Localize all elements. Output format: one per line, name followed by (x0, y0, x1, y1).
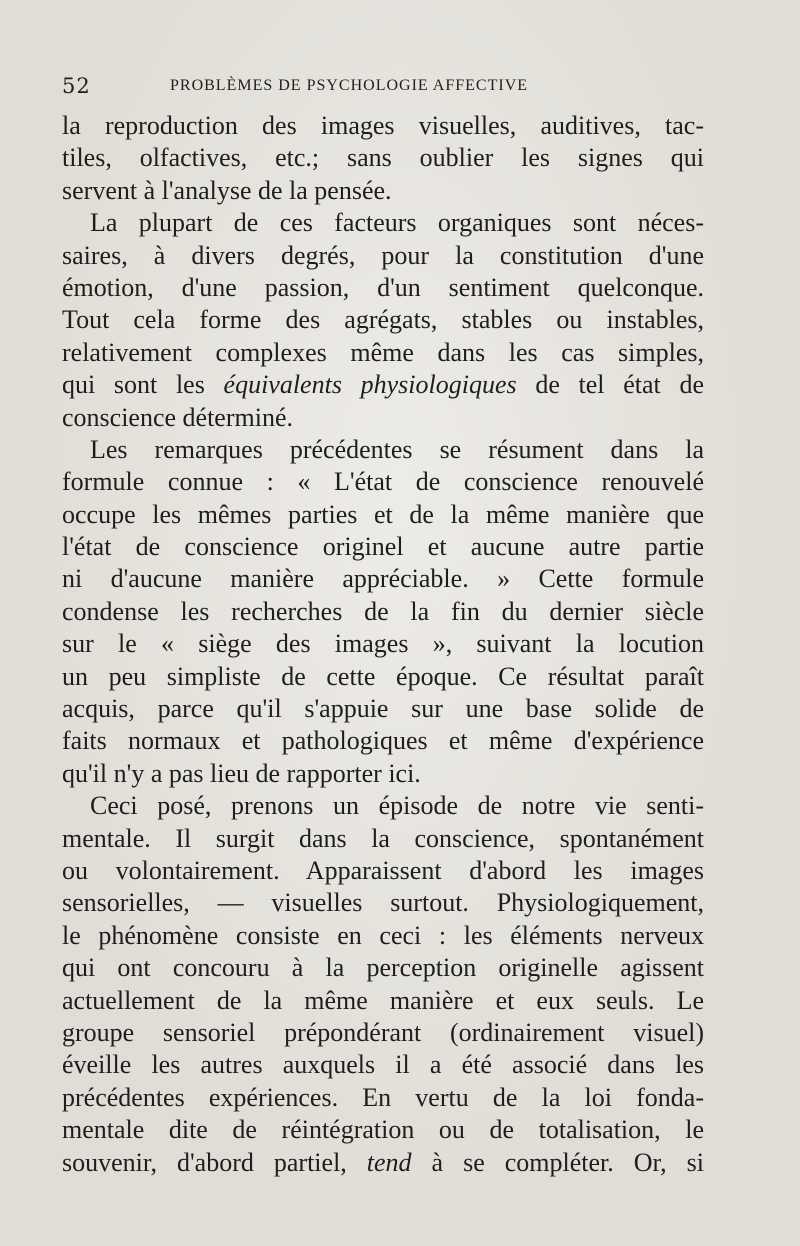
text-line: qu'il n'y a pas lieu de rapporter ici. (62, 758, 421, 788)
text-line: formule connue : « L'état de conscience renouvelé (62, 467, 704, 497)
text-line: ni d'aucune manière appréciable. » Cette formule (62, 564, 704, 594)
text-line: qui sont les équivalents physiologiques de tel état de (62, 370, 704, 400)
text-line: Tout cela forme des agrégats, stables ou instables, (62, 305, 704, 335)
body-text (62, 110, 704, 1179)
text-line: Les remarques précédentes se résument dans la (90, 434, 704, 464)
text-line: sur le « siège des images », suivant la locution (62, 629, 704, 659)
page-number: 52 (62, 74, 91, 98)
text-line: qui ont concouru à la perception originelle agissent (62, 953, 704, 983)
text-line: condense les recherches de la fin du dernier siècle (62, 596, 704, 626)
text-line: faits normaux et pathologiques et même d'expérience (62, 726, 704, 756)
italic-term: équivalents physiologiques (223, 370, 517, 400)
text-line: actuellement de la même manière et eux seuls. Le (62, 985, 704, 1015)
text-line: émotion, d'une passion, d'un sentiment quelconque. (62, 272, 704, 302)
text-line: ou volontairement. Apparaissent d'abord les images (62, 855, 704, 885)
text-line: saires, à divers degrés, pour la constitution d'une (62, 240, 704, 270)
text-line: mentale. Il surgit dans la conscience, spontanément (62, 823, 704, 853)
text-line: un peu simpliste de cette époque. Ce résultat paraît (62, 661, 704, 691)
text-line: mentale dite de réintégration ou de totalisation, le (62, 1115, 704, 1145)
text-line: sensorielles, — visuelles surtout. Physiologiquement, (62, 888, 704, 918)
text-line: éveille les autres auxquels il a été associé dans les (62, 1050, 704, 1080)
text-line: souvenir, d'abord partiel, tend à se compléter. Or, si (62, 1147, 705, 1177)
text-line: acquis, parce qu'il s'appuie sur une base solide de (62, 694, 704, 724)
text-line: relativement complexes même dans les cas simples, (62, 337, 704, 367)
italic-term: tend (366, 1147, 412, 1177)
text-line: occupe les mêmes parties et de la même manière que (62, 499, 704, 529)
text-line: la reproduction des images visuelles, auditives, tac- (62, 111, 704, 140)
text-line: groupe sensoriel prépondérant (ordinairement visuel) (62, 1017, 704, 1047)
text-line: servent à l'analyse de la pensée. (62, 175, 392, 205)
text-line: La plupart de ces facteurs organiques sont néces- (90, 208, 704, 238)
text-line: l'état de conscience originel et aucune autre partie (62, 532, 704, 562)
text-line: le phénomène consiste en ceci : les éléments nerveux (62, 920, 704, 950)
running-title: PROBLÈMES DE PSYCHOLOGIE AFFECTIVE (170, 77, 529, 94)
text-line: conscience déterminé. (62, 402, 293, 432)
text-line: précédentes expériences. En vertu de la loi fonda- (62, 1082, 704, 1112)
page-header (62, 74, 704, 100)
text-line: tiles, olfactives, etc.; sans oublier les signes qui (62, 143, 704, 173)
text-line: Ceci posé, prenons un épisode de notre vie senti- (90, 791, 704, 821)
